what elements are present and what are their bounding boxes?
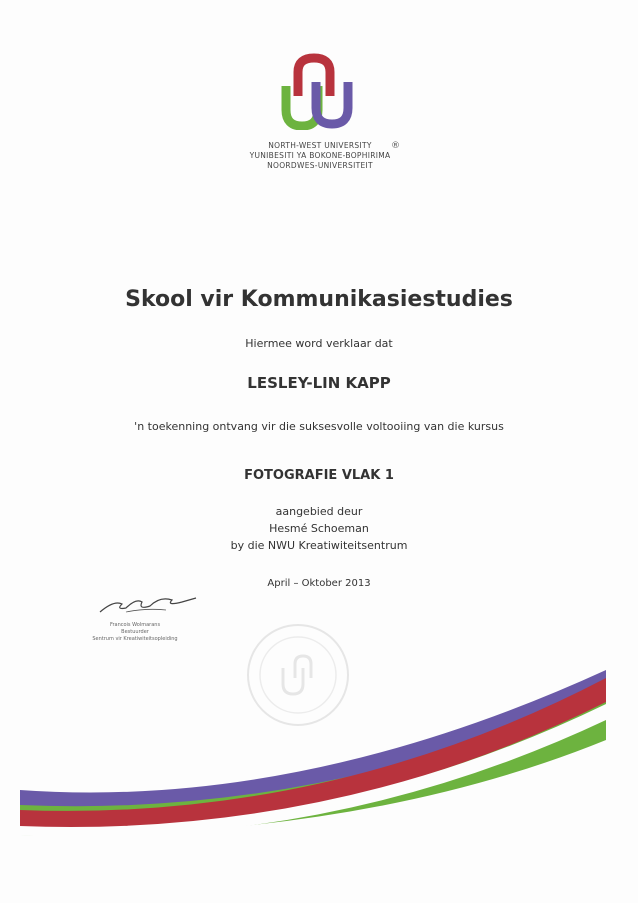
university-name-af: NOORDWES-UNIVERSITEIT: [267, 161, 373, 170]
presenter-name: Hesmé Schoeman: [269, 522, 369, 535]
centre-text: by die NWU Kreatiwiteitsentrum: [230, 539, 408, 552]
award-text: 'n toekenning ontvang vir die suksesvolle voltooiing van die kursus: [134, 420, 504, 433]
course-period: April – Oktober 2013: [267, 578, 371, 589]
declared-text: Hiermee word verklaar dat: [245, 337, 393, 350]
university-name-en: NORTH-WEST UNIVERSITY: [268, 141, 372, 150]
signatory-unit: Sentrum vir Kreatiwiteitsopleiding: [92, 636, 178, 642]
handwritten-signature: [96, 590, 200, 616]
university-name-tn: YUNIBESITI YA BOKONE-BOPHIRIMA: [249, 151, 391, 160]
offered-by-text: aangebied deur: [275, 505, 363, 518]
signatory-name: Francois Wolmarans: [109, 622, 161, 628]
signatory-title: Bestuurder: [121, 629, 149, 635]
recipient-name: LESLEY-LIN KAPP: [247, 374, 391, 392]
registered-mark: ®: [391, 141, 400, 151]
decorative-swoosh: [0, 640, 638, 860]
university-names: [200, 141, 440, 171]
course-name: FOTOGRAFIE VLAK 1: [244, 468, 394, 483]
nwu-logo-icon: [280, 52, 354, 130]
school-title: Skool vir Kommunikasiestudies: [125, 287, 513, 312]
